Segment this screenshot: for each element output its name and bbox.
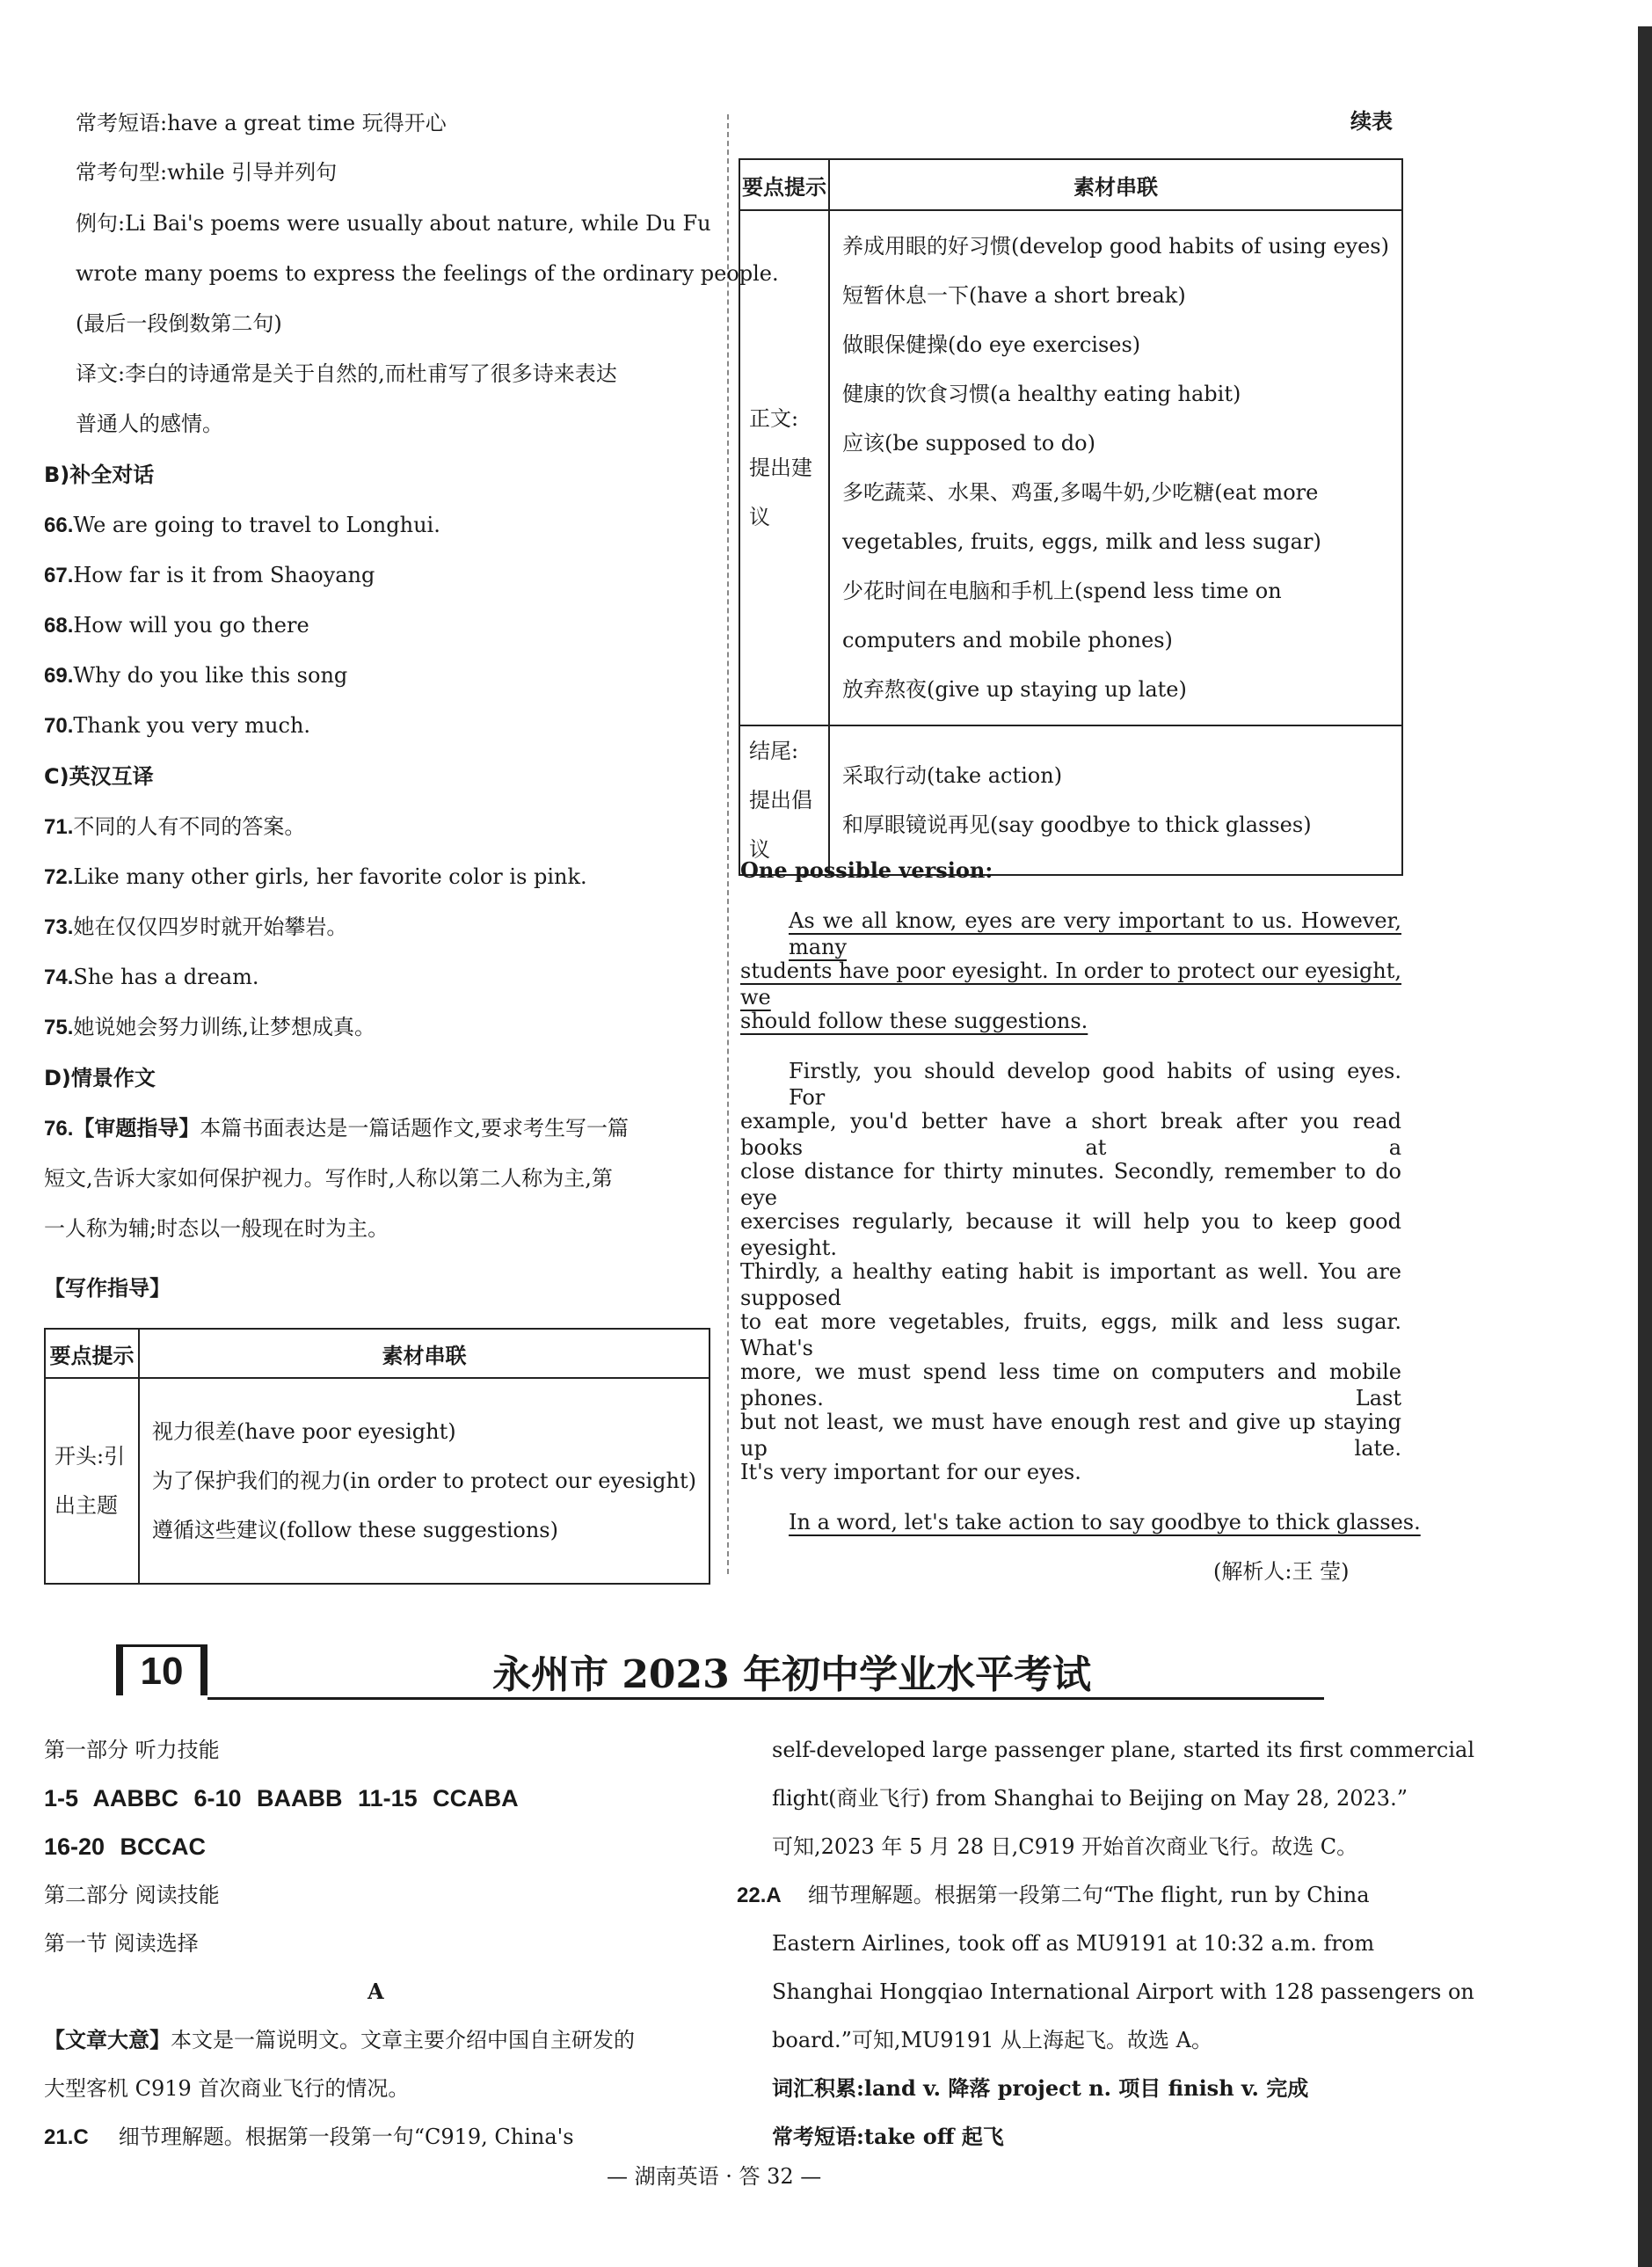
q22-line-4: board.”可知,MU9191 从上海起飞。故选 A。 bbox=[772, 2028, 1212, 2052]
page-edge-shadow bbox=[1638, 26, 1652, 2267]
table-cell-line: 视力很差(have poor eyesight) bbox=[151, 1419, 456, 1444]
common-pattern: 常考句型:while 引导并列句 bbox=[76, 160, 338, 185]
table-cell-line: 为了保护我们的视力(in order to protect our eyesight) bbox=[151, 1469, 696, 1493]
essay-line: exercises regularly, because it will help you to keep good eyesight. bbox=[740, 1209, 1401, 1260]
translation-line-2: 普通人的感情。 bbox=[76, 412, 223, 436]
passage-letter: A bbox=[368, 1979, 384, 2004]
list-item: 74.She has a dream. bbox=[44, 965, 259, 989]
table-row bbox=[45, 1378, 710, 1584]
example-line-1: 例句:Li Bai's poems were usually about nature, while Du Fu bbox=[76, 211, 711, 236]
common-phrase: 常考短语:have a great time 玩得开心 bbox=[76, 111, 447, 135]
vocabulary-line: 词汇积累:land v. 降落 project n. 项目 finish v. 完成 bbox=[772, 2075, 1309, 2101]
essay-line: Firstly, you should develop good habits of using eyes. For bbox=[789, 1059, 1401, 1110]
table-cell-line: 健康的饮食习惯(a healthy eating habit) bbox=[842, 382, 1241, 406]
example-line-2: wrote many poems to express the feelings of the ordinary people. bbox=[76, 261, 779, 286]
section-b-heading: B)补全对话 bbox=[44, 463, 155, 487]
table-cell-line: 做眼保健操(do eye exercises) bbox=[842, 332, 1141, 357]
item-76-line-3: 一人称为辅;时态以一般现在时为主。 bbox=[44, 1216, 389, 1241]
version-title: One possible version: bbox=[740, 857, 993, 883]
list-item: 75.她说她会努力训练,让梦想成真。 bbox=[44, 1015, 376, 1039]
section-1-heading: 第一节 阅读选择 bbox=[44, 1931, 199, 1956]
summary-line-2: 大型客机 C919 首次商业飞行的情况。 bbox=[44, 2076, 410, 2101]
q22-line-1: 22.A 细节理解题。根据第一段第二句“The flight, run by China bbox=[737, 1883, 1370, 1907]
page-footer: — 湖南英语 · 答 32 — bbox=[607, 2164, 822, 2189]
table-row bbox=[739, 725, 1402, 875]
table-cell-line: 短暂休息一下(have a short break) bbox=[842, 283, 1186, 308]
q21-cont-line-3: 可知,2023 年 5 月 28 日,C919 开始首次商业飞行。故选 C。 bbox=[772, 1834, 1358, 1859]
table-cell-line: 和厚眼镜说再见(say goodbye to thick glasses) bbox=[842, 813, 1312, 837]
table-row-label: 正文:提出建议 bbox=[739, 210, 829, 725]
essay-line: students have poor eyesight. In order to protect our eyesight, we bbox=[740, 959, 1402, 1010]
table-row-items bbox=[139, 1378, 710, 1584]
exam-title: 永州市 2023 年初中学业水平考试 bbox=[492, 1652, 1092, 1697]
essay-line: to eat more vegetables, fruits, eggs, milk and less sugar. What's bbox=[740, 1309, 1401, 1360]
list-item: 73.她在仅仅四岁时就开始攀岩。 bbox=[44, 915, 348, 939]
analyst-credit: (解析人:王 莹) bbox=[1213, 1559, 1350, 1584]
writing-guide-table bbox=[44, 1328, 710, 1585]
table-row-label: 结尾:提出倡议 bbox=[739, 725, 829, 875]
section-d-heading: D)情景作文 bbox=[44, 1066, 156, 1090]
essay-line: Thirdly, a healthy eating habit is important as well. You are supposed bbox=[740, 1259, 1401, 1310]
essay-line: but not least, we must have enough rest and give up staying up late. bbox=[740, 1410, 1401, 1461]
table-row-label: 开头:引出主题 bbox=[45, 1378, 139, 1584]
q22-line-3: Shanghai Hongqiao International Airport with 128 passengers on bbox=[772, 1979, 1474, 2004]
table-header-cell: 素材串联 bbox=[829, 159, 1402, 210]
summary-line-1: 【文章大意】本文是一篇说明文。文章主要介绍中国自主研发的 bbox=[44, 2028, 635, 2052]
list-item: 71.不同的人有不同的答案。 bbox=[44, 814, 306, 839]
writing-guide-table-continued bbox=[739, 158, 1403, 876]
table-header-row bbox=[45, 1329, 710, 1378]
table-header-cell: 素材串联 bbox=[139, 1329, 710, 1378]
writing-guide-heading: 【写作指导】 bbox=[44, 1276, 171, 1301]
answer-key-1: 1-5 AABBC 6-10 BAABB 11-15 CCABA bbox=[44, 1785, 519, 1811]
list-item: 70.Thank you very much. bbox=[44, 713, 311, 738]
list-item: 69.Why do you like this song bbox=[44, 663, 348, 688]
list-item: 72.Like many other girls, her favorite color is pink. bbox=[44, 864, 587, 889]
translation-line-1: 译文:李白的诗通常是关于自然的,而杜甫写了很多诗来表达 bbox=[76, 361, 617, 386]
part-2-heading: 第二部分 阅读技能 bbox=[44, 1883, 220, 1907]
table-cell-line: 应该(be supposed to do) bbox=[842, 431, 1095, 456]
essay-line: As we all know, eyes are very important to us. However, many bbox=[789, 908, 1401, 959]
exam-title-rule bbox=[207, 1697, 1324, 1700]
table-cell-line: 遵循这些建议(follow these suggestions) bbox=[151, 1518, 558, 1542]
list-item: 68.How will you go there bbox=[44, 613, 309, 638]
table-header-row bbox=[739, 159, 1402, 210]
table-row-items bbox=[829, 210, 1402, 725]
column-divider bbox=[727, 114, 729, 1574]
table-header-cell: 要点提示 bbox=[45, 1329, 139, 1378]
part-1-heading: 第一部分 听力技能 bbox=[44, 1738, 220, 1762]
q22-line-2: Eastern Airlines, took off as MU9191 at 10:32 a.m. from bbox=[772, 1931, 1375, 1956]
item-76-line-1: 76.【审题指导】本篇书面表达是一篇话题作文,要求考生写一篇 bbox=[44, 1116, 630, 1141]
answer-key-2: 16-20 BCCAC bbox=[44, 1833, 207, 1860]
table-cell-line: 多吃蔬菜、水果、鸡蛋,多喝牛奶,少吃糖(eat more bbox=[842, 480, 1319, 505]
essay-line: should follow these suggestions. bbox=[740, 1009, 1088, 1033]
table-cell-line: 养成用眼的好习惯(develop good habits of using eyes) bbox=[842, 234, 1389, 259]
table-header-cell: 要点提示 bbox=[739, 159, 829, 210]
phrase-line: 常考短语:take off 起飞 bbox=[772, 2124, 1004, 2149]
q21-cont-line-1: self-developed large passenger plane, started its first commercial bbox=[772, 1738, 1474, 1762]
table-row bbox=[739, 210, 1402, 725]
continued-label: 续表 bbox=[1350, 109, 1393, 134]
essay-line: more, we must spend less time on computers and mobile phones. Last bbox=[740, 1359, 1401, 1410]
table-cell-line: 采取行动(take action) bbox=[842, 763, 1063, 788]
section-number: 10 bbox=[140, 1650, 184, 1693]
table-cell-line: 少花时间在电脑和手机上(spend less time on bbox=[842, 579, 1282, 603]
section-number-box bbox=[116, 1644, 207, 1695]
table-cell-line: 放弃熬夜(give up staying up late) bbox=[842, 677, 1187, 702]
list-item: 66.We are going to travel to Longhui. bbox=[44, 513, 440, 537]
table-row-items bbox=[829, 725, 1402, 875]
essay-line: It's very important for our eyes. bbox=[740, 1460, 1081, 1484]
example-line-3: (最后一段倒数第二句) bbox=[76, 311, 282, 336]
section-c-heading: C)英汉互译 bbox=[44, 764, 154, 789]
q21-cont-line-2: flight(商业飞行) from Shanghai to Beijing on May 28, 2023.” bbox=[772, 1786, 1408, 1811]
item-76-line-2: 短文,告诉大家如何保护视力。写作时,人称以第二人称为主,第 bbox=[44, 1166, 613, 1191]
table-cell-line: computers and mobile phones) bbox=[842, 628, 1173, 652]
q21-line: 21.C 细节理解题。根据第一段第一句“C919, China's bbox=[44, 2125, 574, 2149]
essay-line: close distance for thirty minutes. Secondly, remember to do eye bbox=[740, 1159, 1401, 1210]
list-item: 67.How far is it from Shaoyang bbox=[44, 563, 375, 587]
essay-line: In a word, let's take action to say goodbye to thick glasses. bbox=[789, 1510, 1421, 1534]
essay-line: example, you'd better have a short break after you read books at a bbox=[740, 1109, 1401, 1160]
table-cell-line: vegetables, fruits, eggs, milk and less sugar) bbox=[842, 529, 1321, 554]
